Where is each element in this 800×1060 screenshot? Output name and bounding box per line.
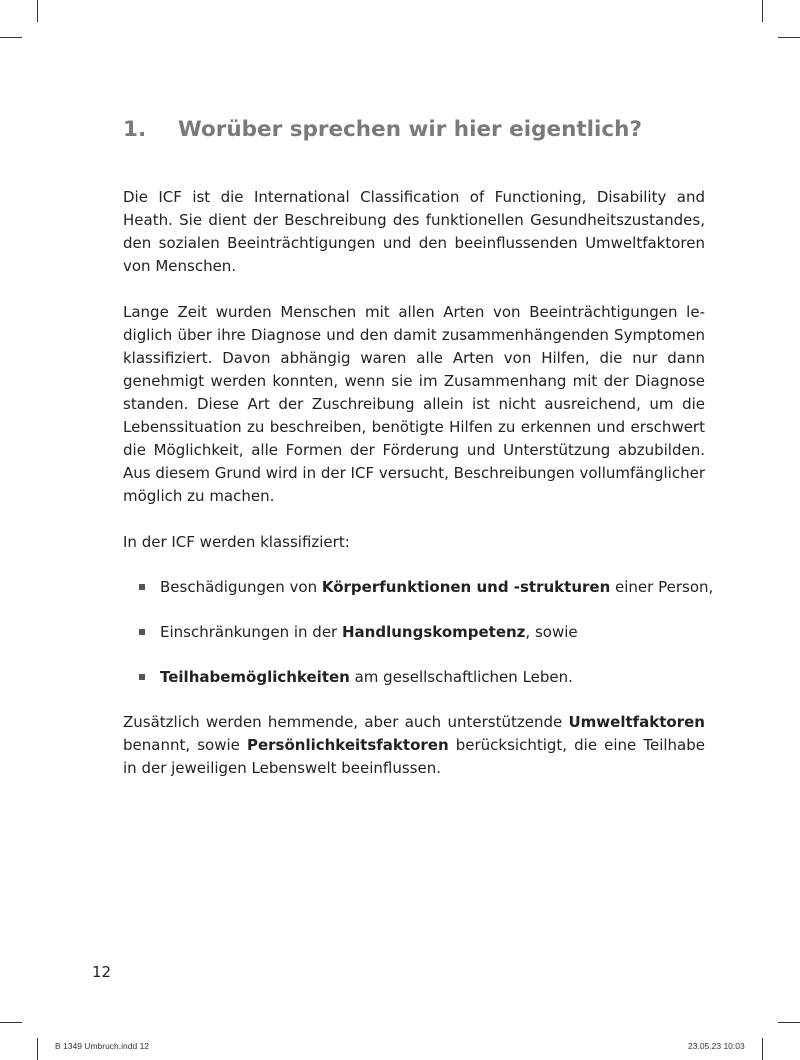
bold-term-persoenlichkeitsfaktoren: Persönlichkeitsfaktoren [246,736,449,754]
section-heading [123,115,723,145]
crop-mark-top-left-vertical [37,0,38,22]
bold-term-umweltfaktoren: Umweltfaktoren [568,713,705,731]
closing-text: benannt, sowie [123,736,247,754]
bullet-square-icon [139,674,145,680]
list-item-text: am gesellschaftlichen Leben. [349,668,573,686]
paragraph-closing [123,711,705,780]
crop-mark-bottom-left-horizontal [0,1022,22,1023]
closing-text: Zusätzlich werden hemmende, aber auch unterstützende [123,713,569,731]
crop-mark-top-left-horizontal [0,37,22,38]
closing-text: berücksichtigt, die eine Teilhabe in der jeweiligen Lebenswelt beeinflussen. [123,736,706,777]
list-item-bold-term: Handlungskompetenz [341,623,526,641]
body-text [123,186,714,780]
page-number: 12 [92,963,112,981]
bullet-square-icon [139,584,145,590]
bullet-square-icon [139,629,145,635]
crop-mark-bottom-right-vertical [762,1038,763,1060]
classification-list [123,576,714,689]
slug-file-info: B 1349 Umbruch.indd 12 [55,1041,150,1051]
list-intro: In der ICF werden klassifiziert: [123,533,350,551]
section-title: Worüber sprechen wir hier eigentlich? [178,117,642,142]
list-item [123,621,705,644]
paragraph-icf-definition: Die ICF ist die International Classification of Functioning, Disability and Heath. Sie dient der Beschreibung des funktionellen Gesundheitszustandes, den sozialen Beeinträchtigungen und den beeinflussenden Umweltfaktoren von Menschen. [123,188,705,275]
slug-date-time: 23.05.23 10:03 [688,1041,745,1051]
crop-mark-top-right-vertical [762,0,763,22]
list-item-text: Einschränkungen in der [160,623,342,641]
list-item-text: Beschädigungen von [160,578,322,596]
section-number: 1. [123,117,147,142]
paragraph-history: Lange Zeit wurden Menschen mit allen Arten von Beeinträchtigungen lediglich über ihre Diagnose und den damit zusammenhängenden Symptomen klassifiziert. Davon abhängig waren alle Arten von Hilfen, die nur dann genehmigt werden konnten, wenn sie im Zusammenhang mit der Diagnose standen. Diese Art der Zuschreibung allein ist nicht ausreichend, um die Lebenssituation zu beschreiben, benötigte Hilfen zu erkennen und erschwert die Möglichkeit, alle Formen der Förderung und Unterstützung abzubilden. Aus diesem Grund wird in der ICF versucht, Beschreibungen vollumfänglicher möglich zu machen. [123,303,705,505]
crop-mark-bottom-left-vertical [37,1038,38,1060]
list-item-text: einer Person, [610,578,714,596]
list-item [123,666,705,689]
list-item-bold-term: Teilhabemöglichkeiten [160,668,350,686]
list-item-text: , sowie [525,623,578,641]
crop-mark-top-right-horizontal [778,37,800,38]
list-item-bold-term: Körperfunktionen und -strukturen [321,578,611,596]
list-item [123,576,714,599]
crop-mark-bottom-right-horizontal [778,1022,800,1023]
